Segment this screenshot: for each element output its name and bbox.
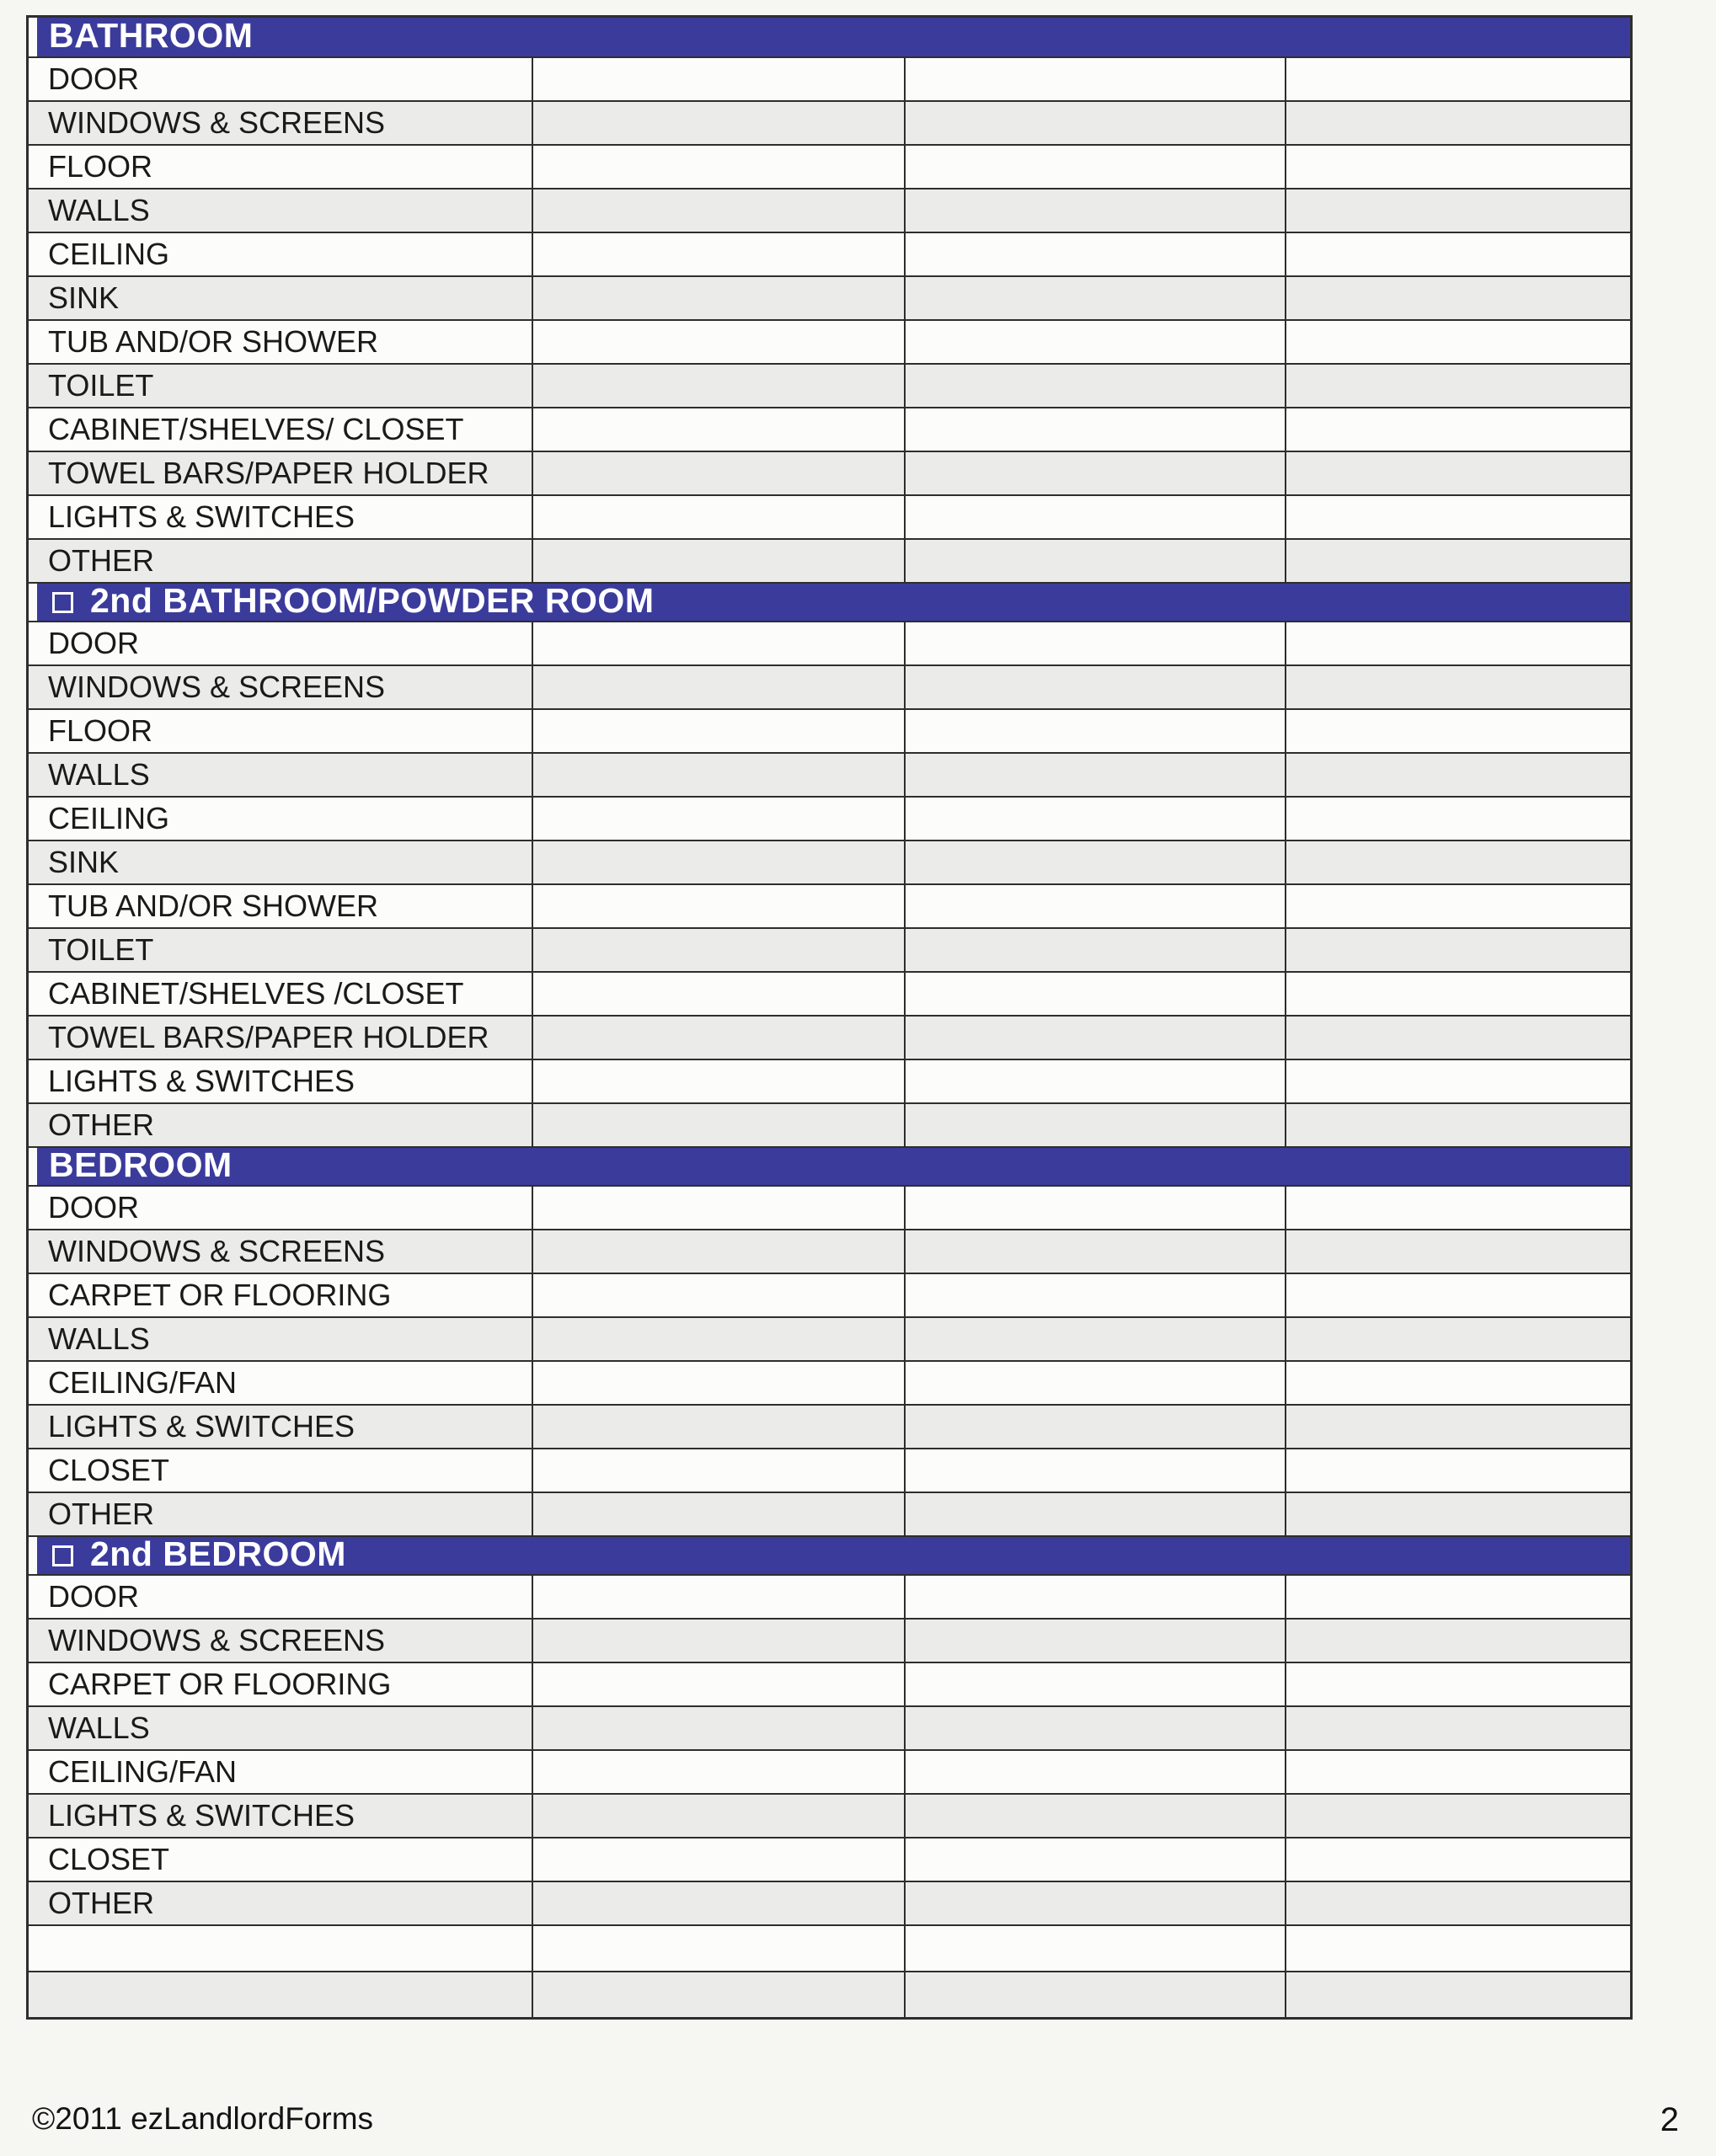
value-cell[interactable]: [532, 146, 904, 188]
value-cell[interactable]: [1285, 408, 1630, 451]
table-row: [29, 1273, 1630, 1316]
item-label: WINDOWS & SCREENS: [48, 105, 386, 140]
table-row: [29, 188, 1630, 232]
value-cell[interactable]: [904, 233, 1285, 275]
item-label: CARPET OR FLOORING: [48, 1667, 392, 1701]
value-cell[interactable]: [904, 1493, 1285, 1535]
value-cell[interactable]: [1285, 1230, 1630, 1273]
value-cell[interactable]: [532, 1707, 904, 1749]
item-label: WALLS: [48, 193, 150, 227]
item-label: DOOR: [48, 626, 139, 660]
inspection-table: [26, 15, 1633, 2020]
item-label: CABINET/SHELVES /CLOSET: [48, 976, 464, 1011]
value-cell[interactable]: [904, 496, 1285, 538]
item-label: FLOOR: [48, 713, 153, 748]
table-row: [29, 1574, 1630, 1618]
table-row: [29, 664, 1630, 708]
value-cell[interactable]: [904, 1663, 1285, 1705]
value-cell[interactable]: [1285, 1663, 1630, 1705]
value-cell[interactable]: [904, 540, 1285, 582]
value-cell[interactable]: [1285, 1060, 1630, 1102]
value-cell[interactable]: [904, 1230, 1285, 1273]
value-cell[interactable]: [1285, 1795, 1630, 1837]
table-row: [29, 1102, 1630, 1146]
value-cell[interactable]: [904, 929, 1285, 971]
item-label: SINK: [48, 845, 120, 879]
page-footer: [0, 2101, 1716, 2139]
value-cell[interactable]: [532, 841, 904, 883]
checkbox-icon[interactable]: [52, 1545, 73, 1566]
item-label: CABINET/SHELVES/ CLOSET: [48, 412, 464, 446]
table-row: [29, 319, 1630, 363]
table-row: [29, 708, 1630, 752]
item-label: CLOSET: [48, 1842, 170, 1876]
value-cell[interactable]: [532, 1449, 904, 1492]
item-label: WINDOWS & SCREENS: [48, 1234, 386, 1268]
item-label: LIGHTS & SWITCHES: [48, 1798, 355, 1833]
value-cell[interactable]: [904, 277, 1285, 319]
value-cell[interactable]: [1285, 710, 1630, 752]
value-cell[interactable]: [1285, 233, 1630, 275]
value-cell[interactable]: [532, 189, 904, 232]
value-cell[interactable]: [532, 929, 904, 971]
value-cell[interactable]: [904, 1972, 1285, 2017]
value-cell[interactable]: [532, 58, 904, 100]
value-cell[interactable]: [1285, 973, 1630, 1015]
value-cell[interactable]: [904, 1882, 1285, 1924]
value-cell[interactable]: [532, 1230, 904, 1273]
value-cell[interactable]: [532, 973, 904, 1015]
value-cell[interactable]: [532, 1187, 904, 1229]
value-cell[interactable]: [904, 1017, 1285, 1059]
table-row: [29, 538, 1630, 582]
value-cell[interactable]: [532, 102, 904, 144]
value-cell[interactable]: [1285, 1972, 1630, 2017]
value-cell[interactable]: [1285, 929, 1630, 971]
item-label: TOILET: [48, 932, 154, 967]
item-label: CLOSET: [48, 1453, 170, 1487]
item-label: DOOR: [48, 61, 139, 96]
value-cell[interactable]: [904, 1187, 1285, 1229]
section-header-band: [37, 1145, 1630, 1185]
section-header: [29, 1535, 1630, 1574]
item-label: FLOOR: [48, 149, 153, 184]
item-label: WINDOWS & SCREENS: [48, 670, 386, 704]
value-cell[interactable]: [1285, 365, 1630, 407]
table-row: [29, 1618, 1630, 1662]
value-cell[interactable]: [904, 710, 1285, 752]
table-row: [29, 1492, 1630, 1535]
table-row: [29, 1793, 1630, 1837]
copyright-text: ©2011 ezLandlordForms: [32, 2101, 374, 2136]
value-cell[interactable]: [904, 1406, 1285, 1448]
value-cell[interactable]: [904, 58, 1285, 100]
item-label: TOILET: [48, 368, 154, 403]
value-cell[interactable]: [532, 885, 904, 927]
table-row: [29, 796, 1630, 840]
table-row: [29, 1662, 1630, 1705]
value-cell[interactable]: [532, 540, 904, 582]
value-cell[interactable]: [1285, 1707, 1630, 1749]
checkbox-icon[interactable]: [52, 592, 73, 613]
table-row: [29, 451, 1630, 494]
item-label: LIGHTS & SWITCHES: [48, 499, 355, 534]
value-cell[interactable]: [532, 666, 904, 708]
item-label: CEILING: [48, 237, 170, 271]
value-cell[interactable]: [532, 1060, 904, 1102]
value-cell[interactable]: [1285, 146, 1630, 188]
value-cell[interactable]: [1285, 754, 1630, 796]
value-cell[interactable]: [904, 146, 1285, 188]
value-cell[interactable]: [1285, 798, 1630, 840]
value-cell[interactable]: [904, 1274, 1285, 1316]
section-title: BEDROOM: [49, 1145, 233, 1184]
value-cell[interactable]: [532, 1576, 904, 1618]
value-cell[interactable]: [532, 1318, 904, 1360]
value-cell[interactable]: [904, 408, 1285, 451]
value-cell[interactable]: [904, 1576, 1285, 1618]
value-cell[interactable]: [1285, 1838, 1630, 1881]
value-cell[interactable]: [1285, 666, 1630, 708]
value-cell[interactable]: [1285, 1187, 1630, 1229]
section-header: [29, 582, 1630, 621]
item-label: WALLS: [48, 757, 150, 792]
item-label: OTHER: [48, 1107, 154, 1142]
value-cell[interactable]: [904, 666, 1285, 708]
item-label: OTHER: [48, 543, 154, 578]
value-cell[interactable]: [1285, 1274, 1630, 1316]
value-cell[interactable]: [532, 496, 904, 538]
value-cell[interactable]: [532, 710, 904, 752]
table-row: [29, 1059, 1630, 1102]
value-cell[interactable]: [532, 365, 904, 407]
item-label: TOWEL BARS/PAPER HOLDER: [48, 1020, 489, 1054]
item-label: CEILING/FAN: [48, 1365, 238, 1400]
value-cell[interactable]: [1285, 277, 1630, 319]
value-cell[interactable]: [532, 1362, 904, 1404]
table-row: [29, 752, 1630, 796]
value-cell[interactable]: [904, 622, 1285, 664]
item-label: DOOR: [48, 1190, 139, 1225]
value-cell[interactable]: [1285, 58, 1630, 100]
value-cell[interactable]: [532, 1663, 904, 1705]
section-header-band: [37, 1534, 1630, 1574]
table-row: [29, 1316, 1630, 1360]
value-cell[interactable]: [904, 885, 1285, 927]
value-cell[interactable]: [532, 1017, 904, 1059]
value-cell[interactable]: [532, 1493, 904, 1535]
value-cell[interactable]: [1285, 1926, 1630, 1971]
item-label: CEILING/FAN: [48, 1754, 238, 1789]
value-cell[interactable]: [1285, 1104, 1630, 1146]
value-cell[interactable]: [1285, 1493, 1630, 1535]
value-cell[interactable]: [904, 1318, 1285, 1360]
table-row: [29, 1837, 1630, 1881]
value-cell[interactable]: [904, 1751, 1285, 1793]
table-row: [29, 1185, 1630, 1229]
value-cell[interactable]: [904, 1060, 1285, 1102]
section-header: [29, 1146, 1630, 1185]
value-cell[interactable]: [532, 1751, 904, 1793]
table-row: [29, 927, 1630, 971]
value-cell[interactable]: [904, 1620, 1285, 1662]
section-title: 2nd BEDROOM: [90, 1534, 346, 1573]
value-cell[interactable]: [1285, 1449, 1630, 1492]
table-row: [29, 144, 1630, 188]
value-cell[interactable]: [1285, 540, 1630, 582]
value-cell[interactable]: [904, 1449, 1285, 1492]
table-row: [29, 971, 1630, 1015]
item-label: OTHER: [48, 1497, 154, 1531]
table-row: [29, 494, 1630, 538]
item-label: WINDOWS & SCREENS: [48, 1623, 386, 1657]
page-number: 2: [1660, 2101, 1679, 2138]
item-label: [29, 1972, 532, 2017]
value-cell[interactable]: [1285, 452, 1630, 494]
table-row: [29, 1229, 1630, 1273]
value-cell[interactable]: [904, 102, 1285, 144]
table-row: [29, 407, 1630, 451]
value-cell[interactable]: [904, 973, 1285, 1015]
value-cell[interactable]: [904, 365, 1285, 407]
item-label: DOOR: [48, 1579, 139, 1614]
value-cell[interactable]: [904, 321, 1285, 363]
table-row: [29, 883, 1630, 927]
table-row: [29, 1448, 1630, 1492]
value-cell[interactable]: [532, 622, 904, 664]
table-row: [29, 275, 1630, 319]
table-row: [29, 840, 1630, 883]
value-cell[interactable]: [1285, 1882, 1630, 1924]
value-cell[interactable]: [532, 1406, 904, 1448]
table-row: [29, 1015, 1630, 1059]
section-header: [29, 15, 1630, 56]
value-cell[interactable]: [1285, 1318, 1630, 1360]
value-cell[interactable]: [1285, 1362, 1630, 1404]
value-cell[interactable]: [904, 452, 1285, 494]
section-title: 2nd BATHROOM/POWDER ROOM: [90, 580, 655, 620]
table-row: [29, 363, 1630, 407]
value-cell[interactable]: [532, 321, 904, 363]
value-cell[interactable]: [532, 1972, 904, 2017]
section-title: BATHROOM: [49, 15, 254, 55]
item-label: SINK: [48, 280, 120, 315]
table-row: [29, 56, 1630, 100]
value-cell[interactable]: [1285, 189, 1630, 232]
value-cell[interactable]: [904, 754, 1285, 796]
table-row: [29, 1971, 1630, 2017]
table-row: [29, 621, 1630, 664]
value-cell[interactable]: [1285, 885, 1630, 927]
section-header-band: [37, 15, 1630, 56]
table-row: [29, 1924, 1630, 1971]
item-label: WALLS: [48, 1710, 150, 1745]
value-cell[interactable]: [1285, 622, 1630, 664]
value-cell[interactable]: [904, 1104, 1285, 1146]
value-cell[interactable]: [532, 1926, 904, 1971]
value-cell[interactable]: [904, 1795, 1285, 1837]
value-cell[interactable]: [532, 452, 904, 494]
value-cell[interactable]: [532, 277, 904, 319]
table-row: [29, 1749, 1630, 1793]
value-cell[interactable]: [904, 798, 1285, 840]
value-cell[interactable]: [904, 1838, 1285, 1881]
value-cell[interactable]: [1285, 841, 1630, 883]
value-cell[interactable]: [904, 189, 1285, 232]
item-label: TUB AND/OR SHOWER: [48, 324, 379, 359]
item-label: WALLS: [48, 1321, 150, 1356]
value-cell[interactable]: [1285, 496, 1630, 538]
value-cell[interactable]: [1285, 321, 1630, 363]
value-cell[interactable]: [904, 1926, 1285, 1971]
value-cell[interactable]: [532, 1838, 904, 1881]
value-cell[interactable]: [1285, 1406, 1630, 1448]
value-cell[interactable]: [532, 1882, 904, 1924]
item-label: TUB AND/OR SHOWER: [48, 889, 379, 923]
table-row: [29, 1705, 1630, 1749]
value-cell[interactable]: [532, 1274, 904, 1316]
section-header-band: [37, 580, 1630, 621]
item-label: LIGHTS & SWITCHES: [48, 1064, 355, 1098]
value-cell[interactable]: [1285, 1620, 1630, 1662]
value-cell[interactable]: [532, 754, 904, 796]
value-cell[interactable]: [1285, 1576, 1630, 1618]
value-cell[interactable]: [904, 1707, 1285, 1749]
value-cell[interactable]: [532, 233, 904, 275]
item-label: OTHER: [48, 1886, 154, 1920]
value-cell[interactable]: [1285, 1751, 1630, 1793]
table-row: [29, 1881, 1630, 1924]
item-label: [29, 1926, 532, 1971]
value-cell[interactable]: [532, 1620, 904, 1662]
value-cell[interactable]: [1285, 102, 1630, 144]
item-label: CEILING: [48, 801, 170, 835]
value-cell[interactable]: [904, 1362, 1285, 1404]
value-cell[interactable]: [532, 798, 904, 840]
table-row: [29, 1404, 1630, 1448]
value-cell[interactable]: [532, 408, 904, 451]
item-label: TOWEL BARS/PAPER HOLDER: [48, 456, 489, 490]
value-cell[interactable]: [1285, 1017, 1630, 1059]
table-row: [29, 232, 1630, 275]
item-label: LIGHTS & SWITCHES: [48, 1409, 355, 1444]
table-row: [29, 1360, 1630, 1404]
value-cell[interactable]: [532, 1104, 904, 1146]
value-cell[interactable]: [904, 841, 1285, 883]
table-row: [29, 100, 1630, 144]
value-cell[interactable]: [532, 1795, 904, 1837]
item-label: CARPET OR FLOORING: [48, 1278, 392, 1312]
